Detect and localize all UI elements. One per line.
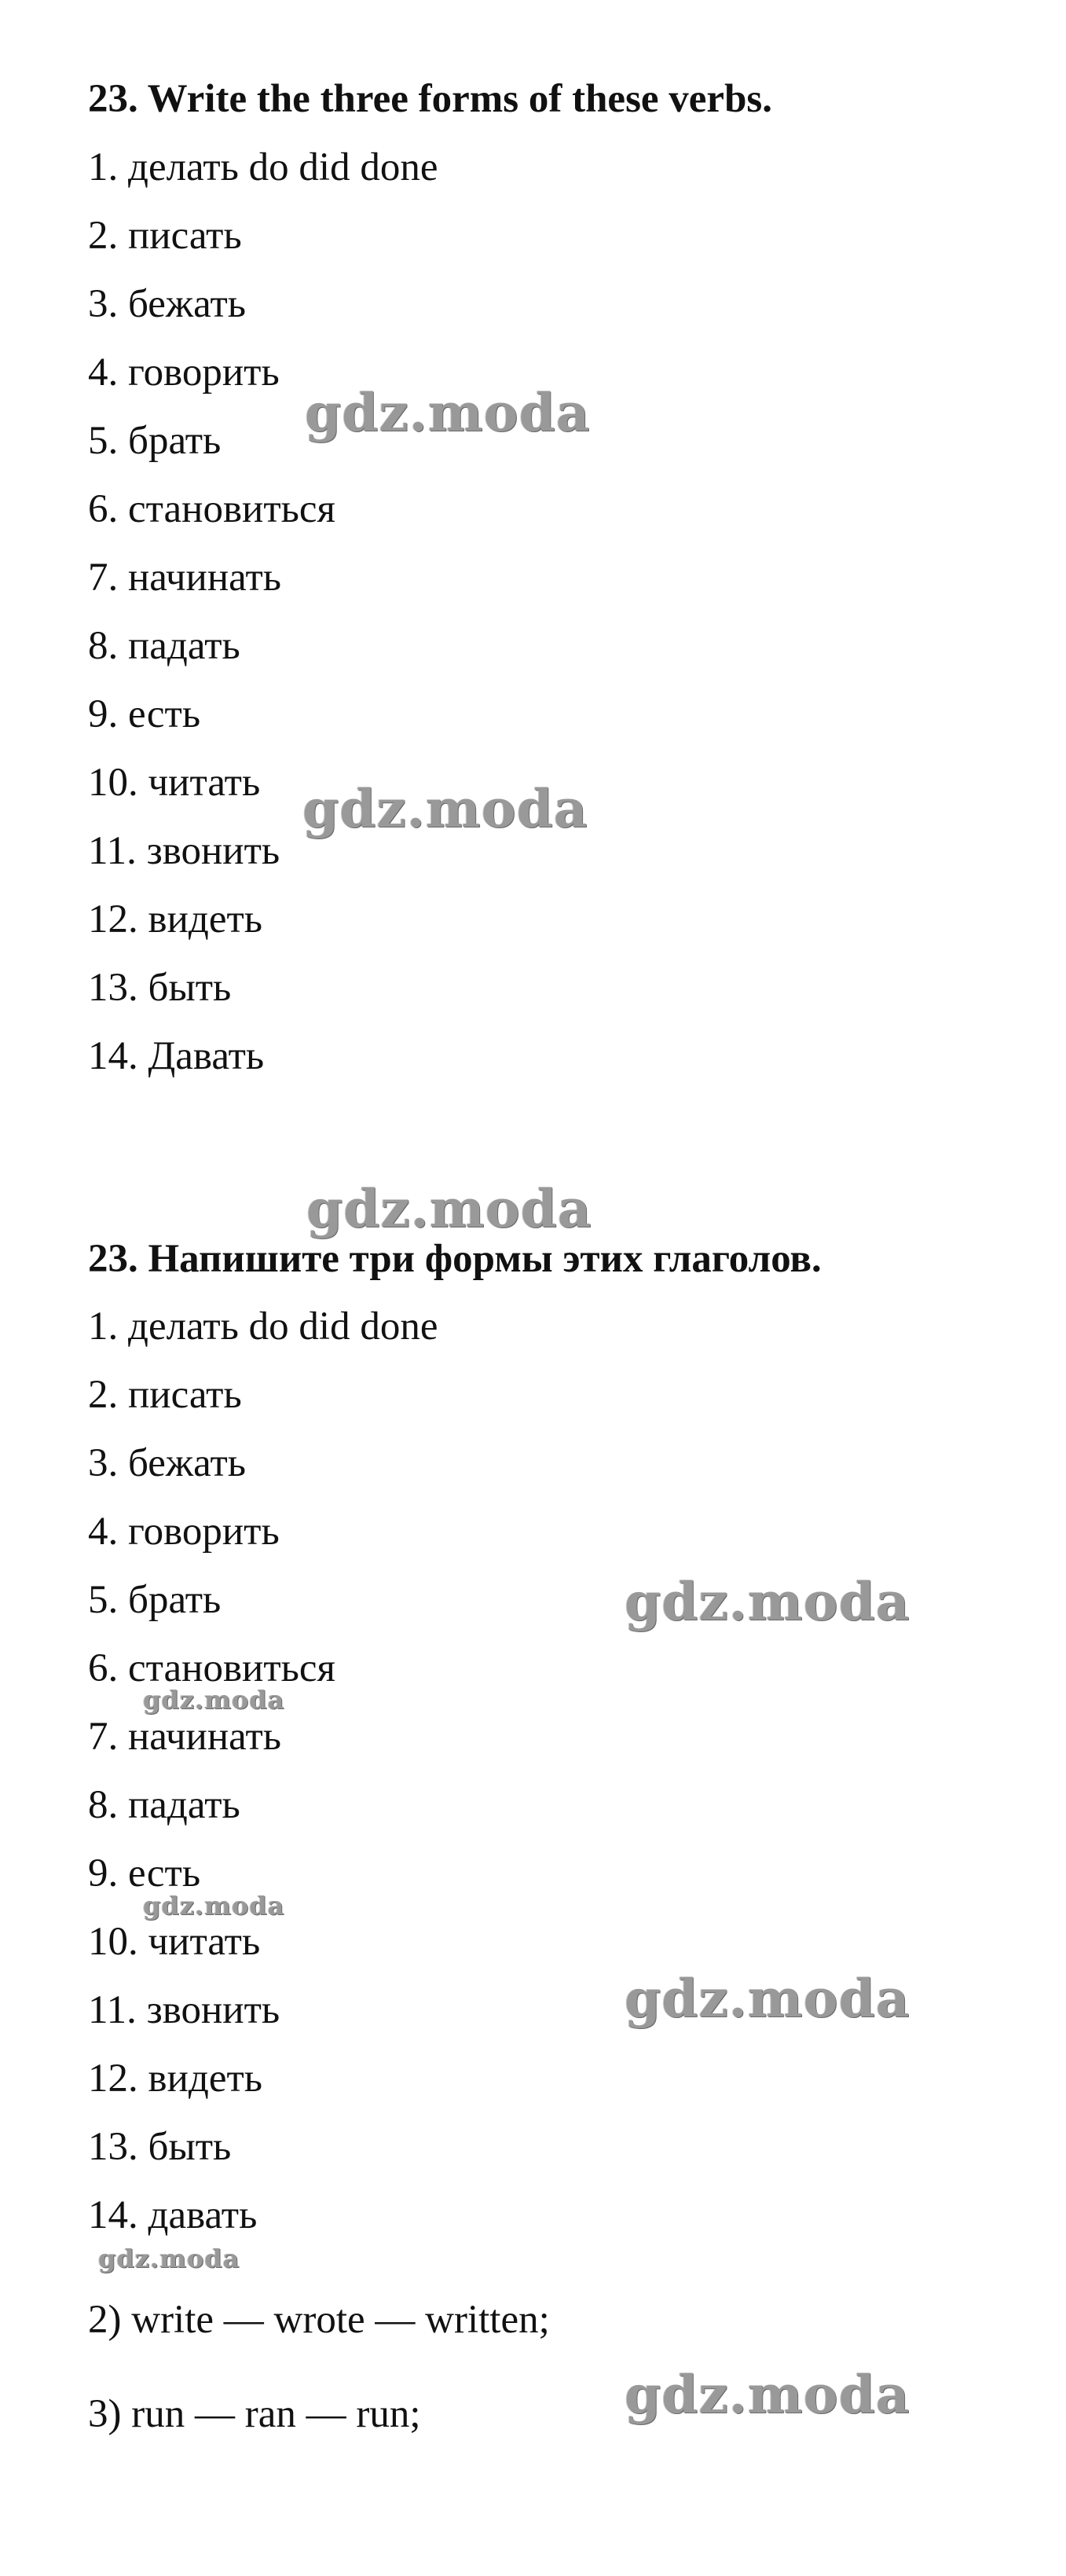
list-item: 8. падать — [88, 1783, 240, 1827]
list-item: 2. писать — [88, 214, 242, 258]
watermark: gdz.moda — [143, 1891, 285, 1921]
watermark: gdz.moda — [625, 1968, 910, 2029]
list-item: 3. бежать — [88, 282, 247, 326]
list-item: 7. начинать — [88, 556, 281, 600]
list-item: 5. брать — [88, 1578, 222, 1622]
list-item: 3. бежать — [88, 1441, 247, 1485]
list-item: 4. говорить — [88, 350, 280, 394]
watermark: gdz.moda — [306, 1178, 592, 1239]
list-item: 11. звонить — [88, 1988, 280, 2032]
watermark: gdz.moda — [98, 2244, 240, 2273]
list-item: 12. видеть — [88, 2057, 263, 2101]
list-item: 6. становиться — [88, 487, 335, 531]
list-item: 8. падать — [88, 624, 240, 668]
watermark: gdz.moda — [302, 778, 588, 839]
list-item: 1. делать do did done — [88, 1305, 438, 1349]
list-item: 14. Давать — [88, 1034, 265, 1078]
list-item: 10. читать — [88, 761, 261, 805]
list-item: 7. начинать — [88, 1715, 281, 1759]
list-item: 9. есть — [88, 1851, 201, 1895]
list-item: 6. становиться — [88, 1646, 335, 1690]
exercise-heading-ru: 23. Напишите три формы этих глаголов. — [88, 1237, 822, 1281]
exercise-heading-en: 23. Write the three forms of these verbs. — [88, 77, 773, 121]
list-item: 1. делать do did done — [88, 145, 438, 189]
watermark: gdz.moda — [305, 382, 591, 443]
list-item: 14. давать — [88, 2193, 258, 2237]
list-item: 11. звонить — [88, 829, 280, 873]
watermark: gdz.moda — [625, 2364, 910, 2425]
answer-line: 2) write — wrote — written; — [88, 2298, 550, 2342]
list-item: 5. брать — [88, 419, 222, 463]
list-item: 12. видеть — [88, 897, 263, 941]
list-item: 10. читать — [88, 1920, 261, 1964]
watermark: gdz.moda — [143, 1685, 285, 1715]
list-item: 13. быть — [88, 966, 232, 1010]
list-item: 2. писать — [88, 1373, 242, 1417]
list-item: 13. быть — [88, 2125, 232, 2169]
watermark: gdz.moda — [625, 1571, 910, 1632]
list-item: 4. говорить — [88, 1510, 280, 1554]
answer-line: 3) run — ran — run; — [88, 2392, 421, 2436]
list-item: 9. есть — [88, 692, 201, 736]
